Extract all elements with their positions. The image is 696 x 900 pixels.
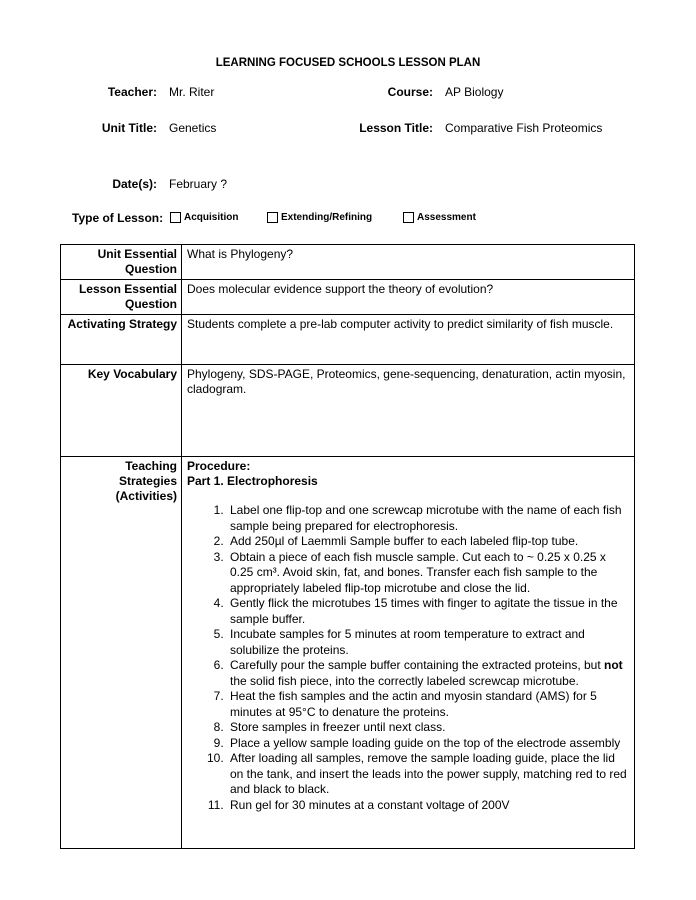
step6-emphasis: not [604, 658, 623, 672]
acquisition-label: Acquisition [184, 212, 239, 223]
list-item: 10. After loading all samples, remove the sample loading guide, place the lid on the tank, and insert the leads into the power supply, matching red to red and black to black. [227, 751, 629, 798]
list-item: 5. Incubate samples for 5 minutes at room temperature to extract and solubilize the proteins. [227, 627, 629, 658]
list-item: 3. Obtain a piece of each fish muscle sample. Cut each to ~ 0.25 x 0.25 x 0.25 cm³. Avoid skin, fat, and bones. Transfer each fish sample to the appropriately labeled flip-top microtube and close the lid. [227, 550, 629, 597]
lesson-title-label: Lesson Title: [359, 121, 433, 135]
acquisition-checkbox[interactable] [170, 212, 238, 223]
list-item: 8. Store samples in freezer until next class. [227, 720, 629, 736]
teacher-label: Teacher: [107, 85, 157, 99]
table-row [61, 280, 635, 315]
lesson-plan-table [60, 244, 635, 849]
list-item: 2. Add 250µl of Laemmli Sample buffer to each labeled flip-top tube. [227, 534, 629, 550]
table-row [61, 365, 635, 457]
assessment-label: Assessment [417, 212, 476, 223]
course-label: Course: [387, 85, 433, 99]
list-item: 4. Gently flick the microtubes 15 times with finger to agitate the tissue in the sample buffer. [227, 596, 629, 627]
list-item: 9. Place a yellow sample loading guide on the top of the electrode assembly [227, 736, 629, 752]
key-vocabulary-value: Phylogeny, SDS-PAGE, Proteomics, gene-sequencing, denaturation, actin myosin, cladogram. [182, 365, 635, 457]
extending-refining-checkbox[interactable] [267, 212, 372, 223]
lesson-type-row [0, 211, 696, 227]
course-value: AP Biology [445, 85, 504, 99]
teaching-strategies-value [182, 457, 635, 849]
unit-title-value: Genetics [169, 121, 217, 135]
table-row [61, 315, 635, 365]
checkbox-box-icon [403, 212, 414, 223]
teaching-label-line2: (Activities) [115, 489, 177, 503]
teacher-value: Mr. Riter [169, 85, 215, 99]
page-title: LEARNING FOCUSED SCHOOLS LESSON PLAN [215, 57, 481, 69]
list-item [227, 658, 629, 689]
lesson-title-value: Comparative Fish Proteomics [445, 121, 603, 135]
procedure-steps [187, 503, 629, 813]
lesson-question-label: Lesson Essential Question [61, 280, 182, 315]
step6-end: the solid fish piece, into the correctly labeled screwcap microtube. [230, 673, 579, 688]
table-row [61, 457, 635, 849]
list-item: 7. Heat the fish samples and the actin and myosin standard (AMS) for 5 minutes at 95°C to denature the proteins. [227, 689, 629, 720]
list-item: 1. Label one flip-top and one screwcap microtube with the name of each fish sample being prepared for electrophoresis. [227, 503, 629, 534]
procedure-heading: Procedure: [187, 459, 251, 473]
assessment-checkbox[interactable] [403, 212, 476, 223]
checkbox-box-icon [170, 212, 181, 223]
part-heading: Part 1. Electrophoresis [187, 474, 318, 488]
dates-value: February ? [169, 177, 228, 191]
step6-start: Carefully pour the sample buffer containing the extracted proteins, but [230, 658, 604, 672]
dates-label: Date(s): [112, 177, 157, 191]
activating-strategy-value: Students complete a pre-lab computer activity to predict similarity of fish muscle. [182, 315, 635, 365]
unit-question-label: Unit Essential Question [61, 245, 182, 280]
table-row [61, 245, 635, 280]
unit-title-label: Unit Title: [101, 121, 157, 135]
checkbox-box-icon [267, 212, 278, 223]
lesson-type-label: Type of Lesson: [72, 211, 164, 225]
lesson-question-value: Does molecular evidence support the theory of evolution? [182, 280, 635, 315]
activating-strategy-label: Activating Strategy [61, 315, 182, 365]
key-vocabulary-label: Key Vocabulary [61, 365, 182, 457]
extending-refining-label: Extending/Refining [281, 212, 373, 223]
unit-question-value: What is Phylogeny? [182, 245, 635, 280]
teaching-strategies-label [61, 457, 182, 849]
list-item: 11. Run gel for 30 minutes at a constant voltage of 200V [227, 798, 629, 814]
teaching-label-line1: Teaching Strategies [118, 459, 177, 488]
